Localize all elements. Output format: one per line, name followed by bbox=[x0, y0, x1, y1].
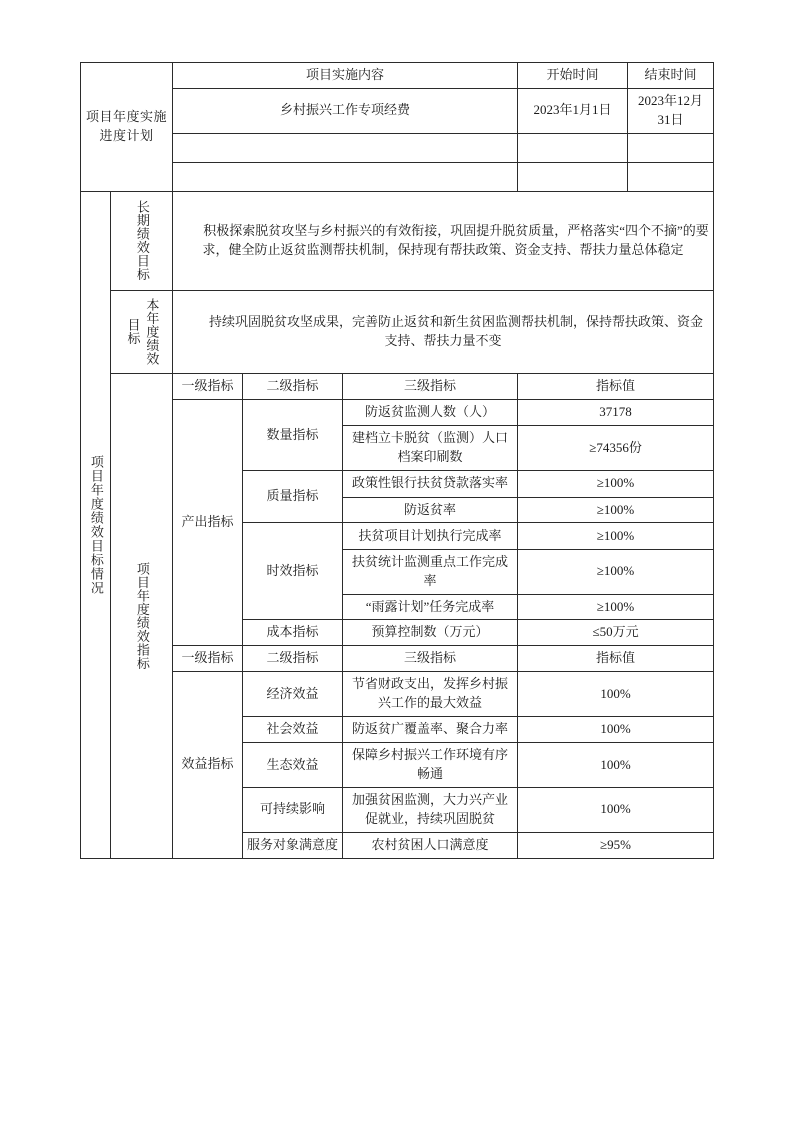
indicator-value: ≥100% bbox=[518, 497, 714, 523]
indicator-level3: 建档立卡脱贫（监测）人口档案印刷数 bbox=[343, 426, 518, 471]
indicator-value: ≥95% bbox=[518, 832, 714, 858]
long-term-goal-label bbox=[111, 191, 173, 290]
indicator-header-row bbox=[81, 373, 714, 399]
schedule-start bbox=[518, 162, 628, 191]
indicator-level3: “雨露计划”任务完成率 bbox=[343, 594, 518, 620]
header2-level1: 一级指标 bbox=[173, 646, 243, 672]
indicator-level3: 扶贫项目计划执行完成率 bbox=[343, 523, 518, 549]
benefit-level2-social: 社会效益 bbox=[243, 717, 343, 743]
indicator-value: 100% bbox=[518, 788, 714, 833]
output-level2-quantity: 数量指标 bbox=[243, 400, 343, 471]
indicator-value: 100% bbox=[518, 672, 714, 717]
indicator-row bbox=[81, 672, 714, 717]
performance-table bbox=[80, 62, 714, 859]
schedule-end bbox=[628, 133, 714, 162]
schedule-header-row bbox=[81, 63, 714, 89]
header2-level2: 二级指标 bbox=[243, 646, 343, 672]
indicator-value: 100% bbox=[518, 743, 714, 788]
header-value: 指标值 bbox=[518, 373, 714, 399]
long-term-goal-row bbox=[81, 191, 714, 290]
current-year-goal-label bbox=[111, 290, 173, 373]
output-level2-quality: 质量指标 bbox=[243, 471, 343, 523]
schedule-end bbox=[628, 162, 714, 191]
schedule-col-content: 项目实施内容 bbox=[173, 63, 518, 89]
schedule-end: 2023年12月31日 bbox=[628, 88, 714, 133]
header2-value: 指标值 bbox=[518, 646, 714, 672]
indicator-value: ≤50万元 bbox=[518, 620, 714, 646]
indicator-header-row-2 bbox=[81, 646, 714, 672]
indicator-level3: 节省财政支出，发挥乡村振兴工作的最大效益 bbox=[343, 672, 518, 717]
current-year-goal-row bbox=[81, 290, 714, 373]
benefit-level2-economic: 经济效益 bbox=[243, 672, 343, 717]
indicator-section-label bbox=[111, 373, 173, 858]
schedule-col-start: 开始时间 bbox=[518, 63, 628, 89]
indicator-value: ≥100% bbox=[518, 523, 714, 549]
indicator-level3: 农村贫困人口满意度 bbox=[343, 832, 518, 858]
indicator-value: ≥100% bbox=[518, 549, 714, 594]
benefit-level2-satisfaction: 服务对象满意度 bbox=[243, 832, 343, 858]
indicator-row bbox=[81, 400, 714, 426]
schedule-row-label: 项目年度实施进度计划 bbox=[81, 63, 173, 192]
indicator-value: ≥100% bbox=[518, 471, 714, 497]
benefit-level2-sustainable: 可持续影响 bbox=[243, 788, 343, 833]
indicator-level3: 防返贫监测人数（人） bbox=[343, 400, 518, 426]
header2-level3: 三级指标 bbox=[343, 646, 518, 672]
header-level1: 一级指标 bbox=[173, 373, 243, 399]
benefit-level2-ecological: 生态效益 bbox=[243, 743, 343, 788]
schedule-content bbox=[173, 133, 518, 162]
output-level1: 产出指标 bbox=[173, 400, 243, 646]
indicator-level3: 扶贫统计监测重点工作完成率 bbox=[343, 549, 518, 594]
header-level3: 三级指标 bbox=[343, 373, 518, 399]
header-level2: 二级指标 bbox=[243, 373, 343, 399]
long-term-goal-label-text: 长期绩效目标 bbox=[134, 200, 150, 282]
schedule-content: 乡村振兴工作专项经费 bbox=[173, 88, 518, 133]
indicator-value: ≥74356份 bbox=[518, 426, 714, 471]
performance-section-label-text: 项目年度绩效目标情况 bbox=[88, 454, 104, 595]
schedule-row-empty-1 bbox=[81, 133, 714, 162]
indicator-level3: 预算控制数（万元） bbox=[343, 620, 518, 646]
indicator-value: 37178 bbox=[518, 400, 714, 426]
long-term-goal-text: 积极探索脱贫攻坚与乡村振兴的有效衔接，巩固提升脱贫质量，严格落实“四个不摘”的要求，健全防止返贫监测帮扶机制，保持现有帮扶政策、资金支持、帮扶力量总体稳定 bbox=[173, 191, 714, 290]
schedule-row-empty-2 bbox=[81, 162, 714, 191]
schedule-content bbox=[173, 162, 518, 191]
indicator-value: 100% bbox=[518, 717, 714, 743]
performance-section-label bbox=[81, 191, 111, 858]
indicator-level3: 加强贫困监测，大力兴产业促就业，持续巩固脱贫 bbox=[343, 788, 518, 833]
schedule-start bbox=[518, 133, 628, 162]
schedule-row bbox=[81, 88, 714, 133]
indicator-level3: 防返贫广覆盖率、聚合力率 bbox=[343, 717, 518, 743]
current-year-goal-label-text: 本年度绩效目标 bbox=[125, 297, 160, 366]
output-level2-cost: 成本指标 bbox=[243, 620, 343, 646]
indicator-value: ≥100% bbox=[518, 594, 714, 620]
current-year-goal-text: 持续巩固脱贫攻坚成果，完善防止返贫和新生贫困监测帮扶机制，保持帮扶政策、资金支持、帮扶力量不变 bbox=[173, 290, 714, 373]
indicator-section-label-text: 项目年度绩效指标 bbox=[134, 561, 150, 670]
indicator-level3: 防返贫率 bbox=[343, 497, 518, 523]
indicator-level3: 保障乡村振兴工作环境有序畅通 bbox=[343, 743, 518, 788]
schedule-col-end: 结束时间 bbox=[628, 63, 714, 89]
indicator-level3: 政策性银行扶贫贷款落实率 bbox=[343, 471, 518, 497]
schedule-start: 2023年1月1日 bbox=[518, 88, 628, 133]
benefit-level1: 效益指标 bbox=[173, 672, 243, 858]
output-level2-timeliness: 时效指标 bbox=[243, 523, 343, 620]
